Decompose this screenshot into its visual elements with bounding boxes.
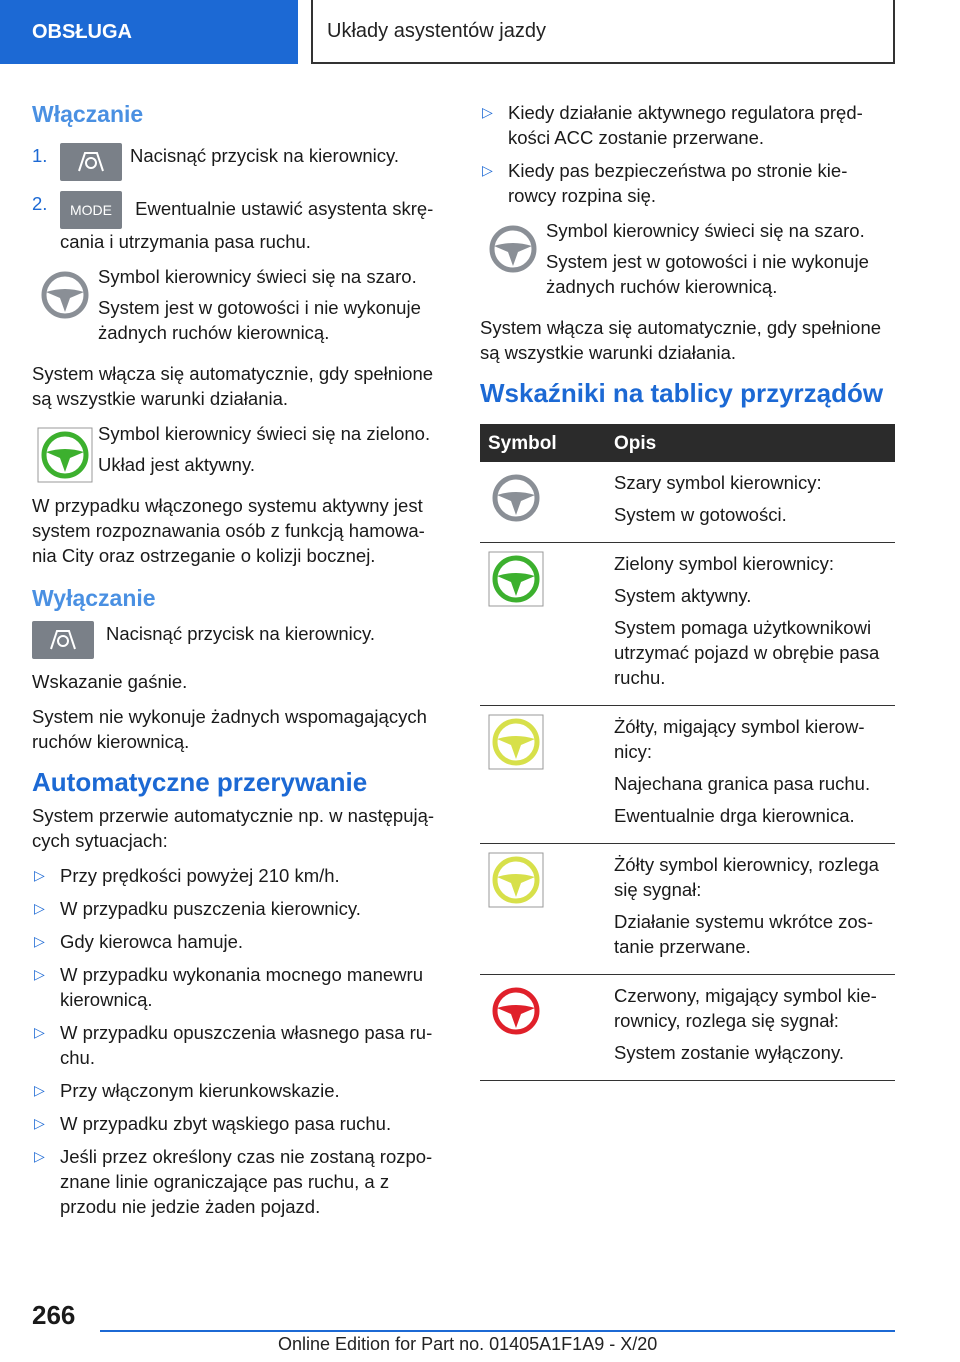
grey-line-2: System jest w gotowości i nie wykonuje żadnych ruchów kierownicą. <box>546 251 869 297</box>
heading-switch-off: Wyłączanie <box>32 585 156 611</box>
grey-line-1: Symbol kierownicy świeci się na szaro. <box>98 266 417 287</box>
step-2 <box>32 191 450 254</box>
header-title-label: Układy asystentów jazdy <box>327 19 546 42</box>
step-1-text: Nacisnąć przycisk na kierownicy. <box>130 145 400 166</box>
green-line-1: Symbol kierownicy świeci się na zielono. <box>98 423 431 444</box>
grey-symbol-info <box>32 264 450 351</box>
list-item: ▷ Kiedy pas bezpieczeństwa po stronie kie- rowcy rozpina się. <box>482 160 848 206</box>
steering-green-icon <box>488 551 544 607</box>
steering-yellow-icon <box>488 714 544 770</box>
off-line-1: Wskazanie gaśnie. <box>32 671 188 692</box>
col-desc: Opis <box>606 424 895 462</box>
list-item: ▷ Jeśli przez określony czas nie zostaną rozpo- znane linie ograniczające pas ruchu, a z przodu nie jedzie żaden pojazd. <box>34 1146 433 1217</box>
grey-line-2: System jest w gotowości i nie wykonuje żadnych ruchów kierownicą. <box>98 297 421 343</box>
step-1 <box>32 143 450 181</box>
list-item: ▷ W przypadku opuszczenia własnego pasa ru- chu. <box>34 1022 433 1068</box>
page-number: 266 <box>32 1300 76 1330</box>
mode-button-icon <box>60 191 122 229</box>
mode-button-label: MODE <box>70 201 112 218</box>
heading-switch-on: Włączanie <box>32 101 144 127</box>
interrupt-list-cont <box>480 100 895 208</box>
off-step <box>32 621 450 659</box>
indicators-table <box>480 424 895 1081</box>
off-text: Nacisnąć przycisk na kierownicy. <box>106 623 376 644</box>
table-row: Szary symbol kierownicy: System w gotowości. <box>480 462 895 543</box>
steering-grey-icon <box>488 224 538 274</box>
interrupt-list <box>32 863 450 1219</box>
list-item: ▷ Przy prędkości powyżej 210 km/h. <box>34 865 340 886</box>
steering-grey-icon <box>488 470 544 526</box>
off-line-2: System nie wykonuje żadnych wspomagających ruchów kierownicą. <box>32 706 427 752</box>
footer-edition: Online Edition for Part no. 01405A1F1A9 - X/20 <box>278 1334 658 1354</box>
step-number: 2. <box>32 193 48 214</box>
auto-on-text: System włącza się automatycznie, gdy spełnione są wszystkie warunki działania. <box>480 317 882 363</box>
header-section <box>0 0 298 64</box>
grey-symbol-info <box>480 218 895 305</box>
steering-red-icon <box>488 983 544 1039</box>
right-column <box>480 100 895 1081</box>
heading-auto-interrupt: Automatyczne przerywanie <box>32 767 368 797</box>
list-item: ▷ W przypadku puszczenia kierownicy. <box>34 898 361 919</box>
steering-green-icon <box>37 427 93 483</box>
footer-divider <box>100 1330 895 1332</box>
lane-assist-button-icon <box>60 143 122 181</box>
list-item: ▷ W przypadku zbyt wąskiego pasa ruchu. <box>34 1113 392 1134</box>
list-item: ▷ Przy włączonym kierunkowskazie. <box>34 1080 340 1101</box>
heading-indicators: Wskaźniki na tablicy przyrządów <box>480 378 884 408</box>
lane-assist-button-icon <box>32 621 94 659</box>
step-number: 1. <box>32 145 48 166</box>
grey-line-1: Symbol kierownicy świeci się na szaro. <box>546 220 865 241</box>
table-row: Żółty, migający symbol kierow- nicy: Najechana granica pasa ruchu. Ewentualnie drga kierownica. <box>480 706 895 844</box>
col-symbol: Symbol <box>480 424 606 462</box>
auto-intro: System przerwie automatycznie np. w następują- cych sytuacjach: <box>32 805 435 851</box>
green-line-2: Układ jest aktywny. <box>98 454 255 475</box>
table-row: Żółty symbol kierownicy, rozlega się sygnał: Działanie systemu wkrótce zos- tanie przerwane. <box>480 844 895 975</box>
step-2-text: Ewentualnie ustawić asystenta skrę- cania i utrzymania pasa ruchu. <box>60 197 434 252</box>
list-item: ▷ Gdy kierowca hamuje. <box>34 931 244 952</box>
city-text: W przypadku włączonego systemu aktywny jest system rozpoznawania osób z funkcją hamowa- nia City oraz ostrzeganie o kolizji bocznej. <box>32 495 425 566</box>
table-row: Zielony symbol kierownicy: System aktywny. System pomaga użytkownikowi utrzymać pojazd w obrębie pasa ruchu. <box>480 543 895 706</box>
list-item: ▷ W przypadku wykonania mocnego manewru kierownicą. <box>34 964 423 1010</box>
auto-on-text: System włącza się automatycznie, gdy spełnione są wszystkie warunki działania. <box>32 363 434 409</box>
left-column <box>32 100 450 1229</box>
list-item: ▷ Kiedy działanie aktywnego regulatora pręd- kości ACC zostanie przerwane. <box>482 102 863 148</box>
green-symbol-info <box>32 421 450 483</box>
steering-yellow-icon <box>488 852 544 908</box>
steering-grey-icon <box>40 270 90 320</box>
table-row: Czerwony, migający symbol kie- rownicy, rozlega się sygnał: System zostanie wyłączony. <box>480 975 895 1081</box>
header-title <box>311 0 895 64</box>
step-2-body <box>60 191 450 254</box>
header-section-label: OBSŁUGA <box>32 20 132 43</box>
